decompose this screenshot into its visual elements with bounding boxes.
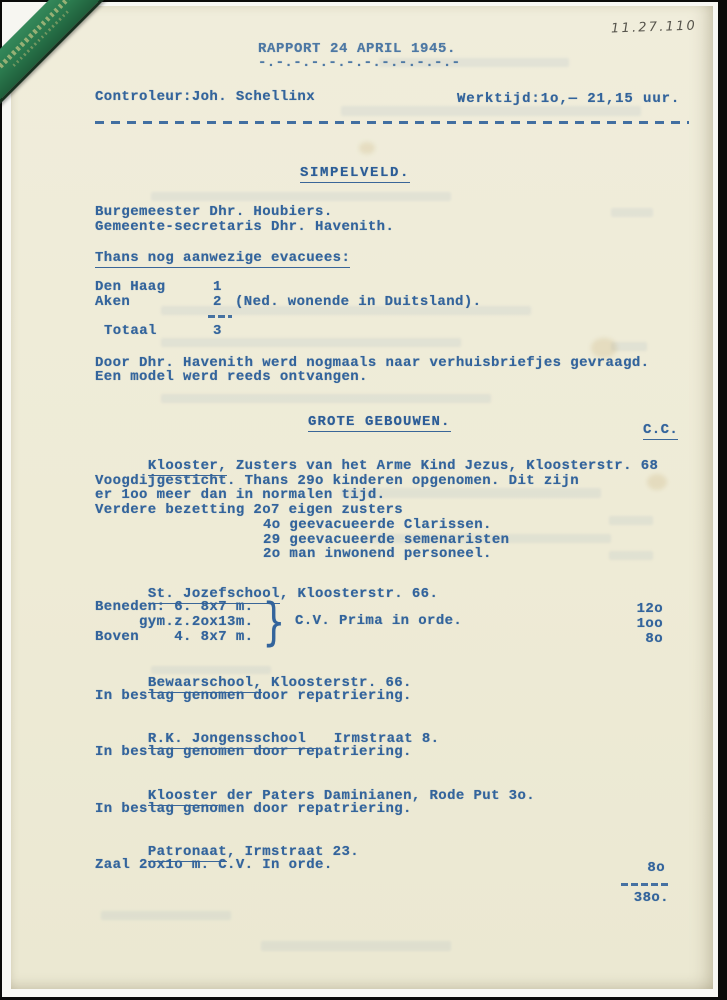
building-note: In beslag genomen door repatriering. [95,744,412,760]
klooster-desc-line: Verdere bezetting 2o7 eigen zusters [95,502,404,518]
grand-total: 38o. [633,890,669,906]
report-title: RAPPORT 24 APRIL 1945. [258,41,457,57]
sum-rule [208,315,232,318]
klooster-desc-line: er 1oo meer dan in normalen tijd. [95,487,386,503]
remark-line: Door Dhr. Havenith werd nogmaals naar verhuisbriefjes gevraagd. [95,355,650,371]
building-address: , Kloosterstr. 66. [279,586,439,602]
building-note: In beslag genomen door repatriering. [95,688,412,704]
building-address: Zusters van het Arme Kind Jezus, Kloosterstr. 68 [227,458,659,474]
bleed-through-smudge [609,551,653,560]
report-title-rule: -.-.-.-.-.-.-.-.-.-.-.- [258,55,461,71]
remark-line: Een model werd reeds ontvangen. [95,369,368,385]
bleed-through-smudge [261,941,451,951]
archive-number: 11.27.110 [610,18,698,37]
building-name: St. Jozefschool [147,586,280,602]
bleed-through-smudge [609,516,653,525]
klooster-desc-line: Voogdijgesticht. Thans 29o kinderen opgenomen. Dit zijn [95,473,580,489]
building-name: Klooster [147,788,219,804]
capacity-value: 8o [647,860,665,876]
evacuees-total-label: Totaal [104,323,157,339]
building-name: Bewaarschool, [147,675,263,691]
evacuee-count: 2 [213,294,222,310]
bleed-through-smudge [151,192,451,201]
buildings-heading: GROTE GEBOUWEN. [308,414,451,430]
klooster-occupancy-line: 2o man inwonend personeel. [263,546,492,562]
evacuee-place: Aken [95,294,131,310]
evacuees-total-count: 3 [213,323,222,339]
stain [359,142,375,154]
total-rule [621,883,669,886]
official-line: Gemeente-secretaris Dhr. Havenith. [95,219,395,235]
building-address: Irmstraat 8. [316,731,440,747]
klooster-occupancy-line: 29 geevacueerde semenaristen [263,532,510,548]
bleed-through-smudge [341,106,641,116]
building-name: R.K. Jongensschool [148,731,316,749]
building-address: , Irmstraat 23. [227,844,360,860]
capacity-value: 1oo [636,616,663,632]
evacuee-count: 1 [213,279,222,295]
brace-glyph: } [263,592,285,652]
bleed-through-smudge [161,394,491,403]
school-room-row: Beneden: 6. 8x7 m. [95,599,254,615]
school-condition: C.V. Prima in orde. [295,613,463,629]
evacuees-heading: Thans nog aanwezige evacuees: [95,250,351,266]
municipality-title: SIMPELVELD. [300,165,411,181]
bleed-through-smudge [101,911,231,920]
zaal-line: Zaal 2ox1o m. C.V. In orde. [95,857,333,873]
worktime-line: Werktijd:1o,— 21,15 uur. [457,91,681,107]
cc-column-header: C.C. [643,422,679,438]
capacity-value: 8o [645,631,663,647]
controller-line: Controleur:Joh. Schellinx [95,89,316,105]
capacity-value: 12o [636,601,663,617]
bleed-through-smudge [611,208,653,217]
evacuee-note: (Ned. wonende in Duitsland). [235,294,482,310]
klooster-occupancy-line: 4o geevacueerde Clarissen. [263,517,492,533]
header-separator [95,121,689,124]
official-line: Burgemeester Dhr. Houbiers. [95,204,333,220]
evacuee-place: Den Haag [95,279,166,295]
building-name: Klooster, [147,458,228,474]
building-note: In beslag genomen door repatriering. [95,801,412,817]
building-address: der Paters Daminianen, Rode Put 3o. [218,788,536,804]
document-page [11,6,713,989]
bleed-through-smudge [161,338,461,347]
school-room-row: gym.z.2ox13m. [95,614,254,630]
building-address: Kloosterstr. 66. [262,675,412,691]
school-room-row: Boven 4. 8x7 m. [95,629,254,645]
building-name: Patronaat [147,844,228,860]
